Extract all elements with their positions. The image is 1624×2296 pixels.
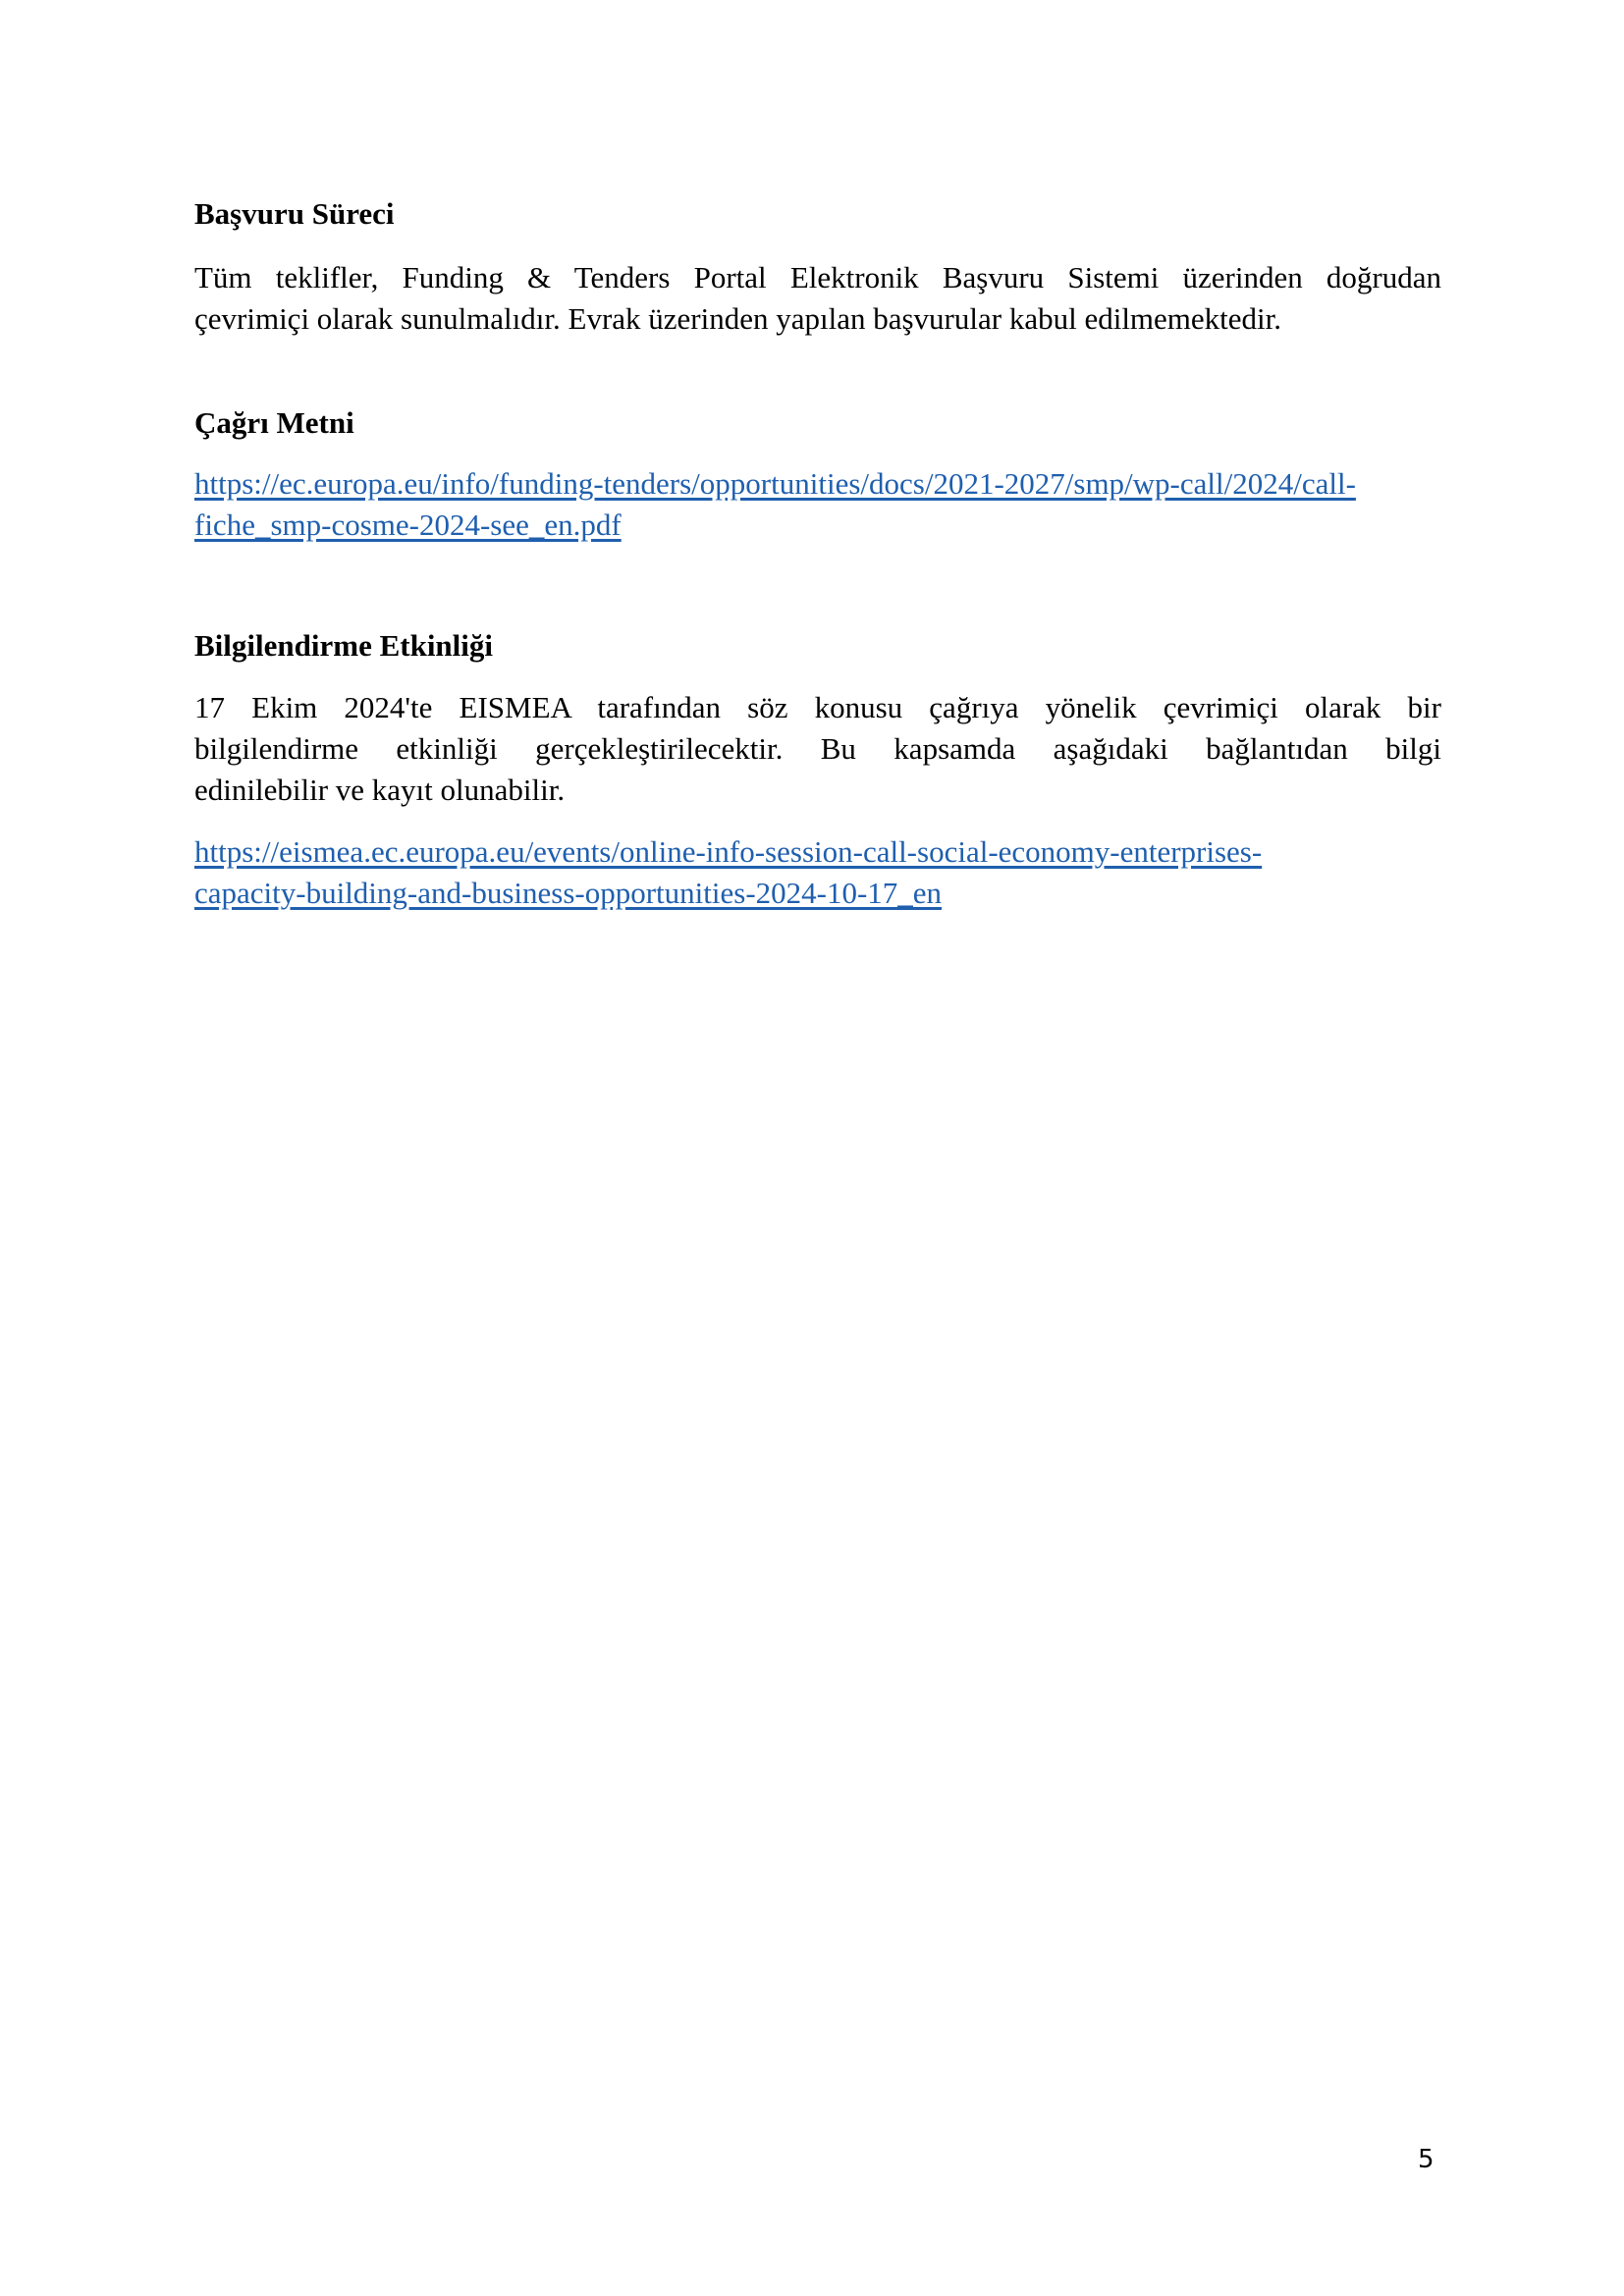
section-bilgilendirme-etkinligi — [194, 625, 1441, 667]
page-number: 5 — [1418, 2145, 1435, 2174]
section-basvuru-sureci-body — [194, 257, 1441, 340]
section-basvuru-sureci — [194, 193, 1441, 235]
info-session-link-line-2[interactable]: capacity-building-and-business-opportunities-2024-10-17_en — [194, 876, 943, 910]
call-document-link-line-2[interactable]: fiche_smp-cosme-2024-see_en.pdf — [194, 507, 622, 542]
section-heading: Çağrı Metni — [194, 405, 354, 440]
info-session-link-line-1[interactable]: https://eismea.ec.europa.eu/events/online-info-session-call-social-economy-enterprises- — [194, 834, 1263, 869]
section-heading: Bilgilendirme Etkinliği — [194, 628, 494, 663]
info-session-link[interactable] — [194, 831, 1441, 914]
paragraph-line: çevrimiçi olarak sunulmalıdır. Evrak üzerinden yapılan başvurular kabul edilmemektedir. — [194, 301, 1282, 336]
paragraph — [194, 687, 1441, 811]
paragraph-line: edinilebilir ve kayıt olunabilir. — [194, 773, 566, 807]
paragraph-line: 17 Ekim 2024'te EISMEA tarafından söz konusu çağrıya yönelik çevrimiçi olarak bir — [194, 690, 1441, 724]
call-document-link[interactable] — [194, 463, 1441, 546]
paragraph-line: Tüm teklifler, Funding & Tenders Portal Elektronik Başvuru Sistemi üzerinden doğrudan — [194, 260, 1441, 294]
section-cagri-metni — [194, 402, 1441, 444]
paragraph — [194, 257, 1441, 340]
section-heading: Başvuru Süreci — [194, 196, 395, 231]
paragraph-line: bilgilendirme etkinliği gerçekleştirilecektir. Bu kapsamda aşağıdaki bağlantıdan bilgi — [194, 731, 1441, 766]
section-bilgilendirme-body — [194, 687, 1441, 811]
call-document-link-line-1[interactable]: https://ec.europa.eu/info/funding-tenders/opportunities/docs/2021-2027/smp/wp-call/2024/call- — [194, 466, 1356, 501]
